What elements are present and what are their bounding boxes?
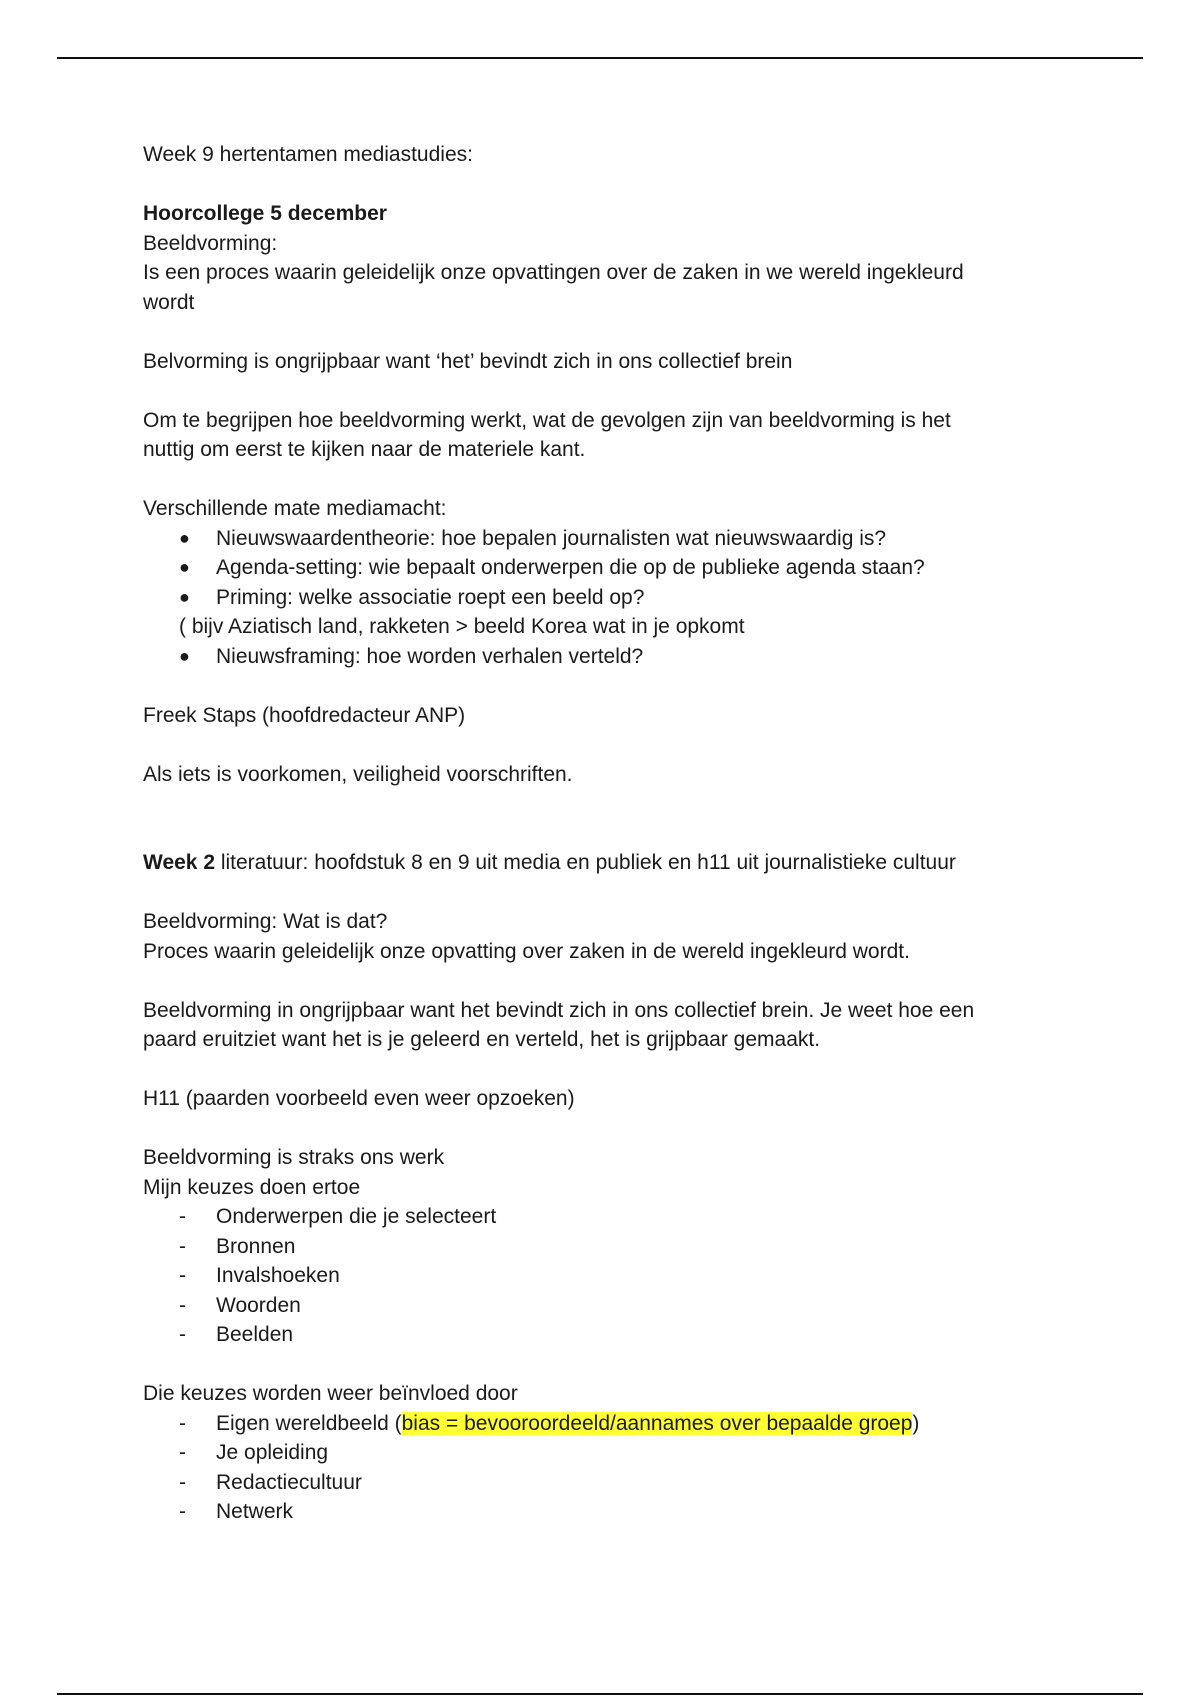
list-item: - Beelden xyxy=(143,1320,1083,1350)
term: Beeldvorming: xyxy=(143,231,278,255)
definition-line: Is een proces waarin geleidelijk onze opvattingen over de zaken in we wereld ingekleurd xyxy=(143,261,964,284)
highlighted-text: bias = bevooroordeeld/aannames over bepaalde groep xyxy=(401,1411,913,1435)
list-item: - Eigen wereldbeeld (bias = bevooroordeeld/aannames over bepaalde groep) xyxy=(143,1409,1083,1439)
dash-marker: - xyxy=(179,1441,186,1464)
mediamacht-list-cont xyxy=(143,642,1083,672)
section-heading: Week 2 literatuur: hoofdstuk 8 en 9 uit media en publiek en h11 uit journalistieke cultuur xyxy=(143,851,956,874)
paragraph: H11 (paarden voorbeeld even weer opzoeken) xyxy=(143,1087,575,1110)
list-item: - Redactiecultuur xyxy=(143,1468,1083,1498)
paragraph: Beeldvorming is straks ons werk xyxy=(143,1146,445,1169)
list-item: - Je opleiding xyxy=(143,1438,1083,1468)
question: Beeldvorming: Wat is dat? xyxy=(143,910,388,933)
bullet-marker: ● xyxy=(179,586,190,607)
list-intro: Die keuzes worden weer beïnvloed door xyxy=(143,1382,518,1405)
paragraph: Als iets is voorkomen, veiligheid voorschriften. xyxy=(143,762,573,786)
paragraph-line: Om te begrijpen hoe beeldvorming werkt, wat de gevolgen zijn van beeldvorming is het xyxy=(143,408,951,432)
paragraph-line: Beeldvorming in ongrijpbaar want het bevindt zich in ons collectief brein. Je weet hoe een xyxy=(143,998,975,1022)
list-item: - Netwerk xyxy=(143,1497,1083,1527)
definition-line: wordt xyxy=(143,290,195,314)
bullet-marker: ● xyxy=(179,527,190,548)
bullet-marker: ● xyxy=(179,557,190,577)
top-rule xyxy=(57,57,1143,59)
dash-marker: - xyxy=(179,1234,186,1258)
paragraph: Belvorming is ongrijpbaar want ‘het’ bevindt zich in ons collectief brein xyxy=(143,349,793,373)
dash-marker: - xyxy=(179,1205,186,1228)
answer: Proces waarin geleidelijk onze opvatting over zaken in de wereld ingekleurd wordt. xyxy=(143,939,910,963)
dash-marker: - xyxy=(179,1293,186,1317)
dash-marker: - xyxy=(179,1500,186,1523)
invloed-list xyxy=(143,1409,1083,1527)
list-item: - Bronnen xyxy=(143,1232,1083,1262)
list-item: ● Nieuwswaardentheorie: hoe bepalen journalisten wat nieuwswaardig is? xyxy=(143,524,1083,554)
list-item: ● Nieuwsframing: hoe worden verhalen verteld? xyxy=(143,642,1083,672)
list-item: ● Priming: welke associatie roept een beeld op? xyxy=(143,583,1083,613)
paragraph-line: paard eruitziet want het is je geleerd en verteld, het is grijpbaar gemaakt. xyxy=(143,1028,821,1051)
keuzes-list xyxy=(143,1202,1083,1350)
dash-marker: - xyxy=(179,1470,186,1494)
list-item: - Invalshoeken xyxy=(143,1261,1083,1291)
bottom-rule xyxy=(57,1693,1143,1695)
list-intro: Mijn keuzes doen ertoe xyxy=(143,1175,361,1199)
list-item: ● Agenda-setting: wie bepaalt onderwerpen die op de publieke agenda staan? xyxy=(143,553,1083,583)
paragraph: Freek Staps (hoofdredacteur ANP) xyxy=(143,703,466,727)
priming-note: ( bijv Aziatisch land, rakketen > beeld Korea wat in je opkomt xyxy=(179,615,745,638)
list-intro: Verschillende mate mediamacht: xyxy=(143,497,447,520)
dash-marker: - xyxy=(179,1323,186,1346)
list-item: - Onderwerpen die je selecteert xyxy=(143,1202,1083,1232)
section-heading: Hoorcollege 5 december xyxy=(143,202,387,225)
mediamacht-list xyxy=(143,524,1083,613)
dash-marker: - xyxy=(179,1264,186,1287)
list-item: - Woorden xyxy=(143,1291,1083,1321)
bullet-marker: ● xyxy=(179,645,190,666)
document-intro: Week 9 hertentamen mediastudies: xyxy=(143,143,473,166)
document-body xyxy=(143,140,1083,1527)
dash-marker: - xyxy=(179,1411,186,1435)
paragraph-line: nuttig om eerst te kijken naar de materiele kant. xyxy=(143,438,586,461)
